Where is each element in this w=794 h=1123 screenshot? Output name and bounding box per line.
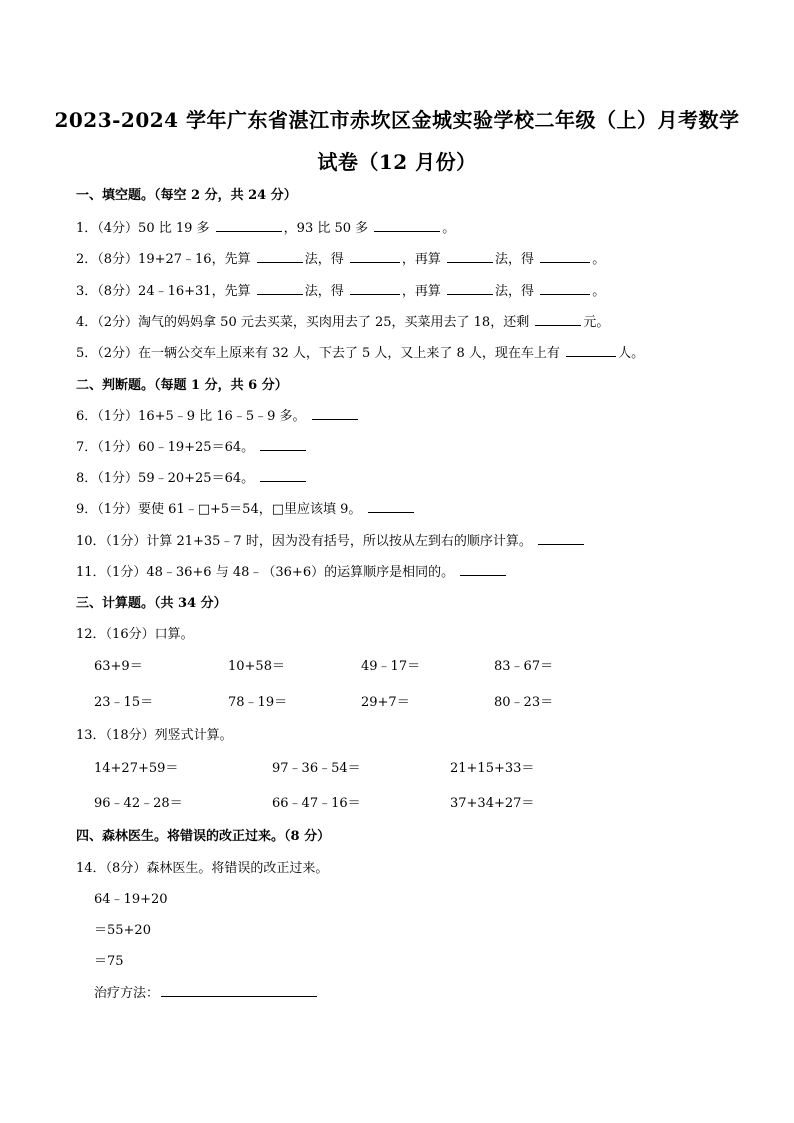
treatment-method [94,982,319,1001]
question-text: 24﹣16+31，先算 [138,284,251,299]
question-text: ，再算 [401,284,441,299]
vertical-calc-item: 37+34+27＝ [450,796,535,811]
question-number: 6．（1分） [76,409,139,424]
question-2 [76,248,605,267]
question-text: 法，得 [495,284,535,299]
question-text: 48﹣36+6 与 48﹣（36+6）的运算顺序是相同的。 [146,565,455,580]
question-number: 11．（1分） [76,565,147,580]
answer-blank[interactable] [312,406,358,420]
question-number: 4．（2分） [76,315,139,330]
question-8 [76,467,308,486]
section-forest-doctor: 四、森林医生。将错误的改正过来。（8 分） [76,829,331,844]
wrong-work-line-1: 64﹣19+20 [94,892,168,907]
answer-blank[interactable] [257,249,303,263]
treatment-label: 治疗方法： [94,986,160,1001]
question-text: 50 比 19 多 [138,221,210,236]
question-text: 要使 61﹣□+5＝54，□里应该填 9。 [138,502,362,517]
vertical-calc-item: 14+27+59＝ [94,761,179,776]
oral-calc-item: 29+7＝ [361,695,410,710]
answer-blank[interactable] [538,531,584,545]
answer-blank[interactable] [374,218,440,232]
question-13 [76,724,233,743]
question-text: 法，得 [304,252,344,267]
vertical-calc-item: 96﹣42﹣28＝ [94,796,183,811]
title-line-1: 2023-2024 学年广东省湛江市赤坎区金城实验学校二年级（上）月考数学 [54,108,740,132]
answer-blank[interactable] [447,249,493,263]
question-10 [76,530,586,549]
question-4 [76,311,609,330]
oral-calc-item: 80﹣23＝ [494,695,554,710]
answer-blank[interactable] [260,468,306,482]
answer-blank[interactable] [257,281,303,295]
question-text: 人。 [618,346,645,361]
question-number: 10．（1分） [76,534,147,549]
question-1 [76,217,455,236]
answer-blank[interactable] [460,562,506,576]
vertical-calc-item: 66﹣47﹣16＝ [272,796,361,811]
question-text: 森林医生。将错误的改正过来。 [146,861,329,876]
answer-blank[interactable] [540,249,590,263]
answer-blank[interactable] [535,312,581,326]
question-text: 59﹣20+25＝64。 [138,471,255,486]
question-9 [76,498,416,517]
question-text: 列竖式计算。 [154,728,233,743]
question-number: 3．（8分） [76,284,139,299]
question-text: 16+5﹣9 比 16﹣5﹣9 多。 [138,409,306,424]
title-line-2: 试卷（12 月份） [317,150,477,174]
question-number: 7．（1分） [76,440,139,455]
wrong-work-line-3: ＝75 [94,954,124,969]
question-text: 元。 [583,315,610,330]
question-text: 淘气的妈妈拿 50 元去买菜，买肉用去了 25，买菜用去了 18，还剩 [138,315,530,330]
vertical-calc-item: 21+15+33＝ [450,761,535,776]
question-text: 。 [442,221,456,236]
question-6 [76,405,360,424]
question-number: 13．（18分） [76,728,155,743]
question-text: ，93 比 50 多 [283,221,369,236]
question-number: 5．（2分） [76,346,139,361]
question-text: 60﹣19+25＝64。 [138,440,255,455]
section-calculation: 三、计算题。（共 34 分） [76,596,227,611]
wrong-work-line-2: ＝55+20 [94,923,151,938]
oral-calc-item: 63+9＝ [94,659,143,674]
question-3 [76,280,605,299]
answer-blank[interactable] [260,437,306,451]
question-number: 9．（1分） [76,502,139,517]
question-text: 。 [592,252,606,267]
question-text: 。 [592,284,606,299]
answer-blank[interactable] [540,281,590,295]
oral-calc-item: 23﹣15＝ [94,695,154,710]
question-text: 在一辆公交车上原来有 32 人，下去了 5 人，又上来了 8 人，现在车上有 [138,346,560,361]
question-14 [76,857,328,876]
treatment-answer-line[interactable] [161,983,317,997]
oral-calc-item: 49﹣17＝ [361,659,421,674]
answer-blank[interactable] [447,281,493,295]
question-11 [76,561,508,580]
question-text: 计算 21+35﹣7 时，因为没有括号，所以按从左到右的顺序计算。 [146,534,532,549]
answer-blank[interactable] [350,281,400,295]
question-text: 法，得 [495,252,535,267]
answer-blank[interactable] [350,249,400,263]
question-number: 12．（16分） [76,627,155,642]
vertical-calc-item: 97﹣36﹣54＝ [272,761,361,776]
answer-blank[interactable] [566,343,616,357]
question-text: 口算。 [154,627,194,642]
question-number: 2．（8分） [76,252,139,267]
answer-blank[interactable] [216,218,282,232]
question-7 [76,436,308,455]
oral-calc-item: 78﹣19＝ [228,695,288,710]
question-text: ，再算 [401,252,441,267]
question-text: 19+27﹣16，先算 [138,252,251,267]
question-5 [76,342,644,361]
question-text: 法，得 [304,284,344,299]
oral-calc-item: 83﹣67＝ [494,659,554,674]
answer-blank[interactable] [368,499,414,513]
section-true-false: 二、判断题。（每题 1 分，共 6 分） [76,378,288,393]
question-12 [76,623,194,642]
section-fill-in: 一、填空题。（每空 2 分，共 24 分） [76,188,297,203]
question-number: 8．（1分） [76,471,139,486]
oral-calc-item: 10+58＝ [228,659,285,674]
question-number: 14．（8分） [76,861,147,876]
question-number: 1．（4分） [76,221,139,236]
